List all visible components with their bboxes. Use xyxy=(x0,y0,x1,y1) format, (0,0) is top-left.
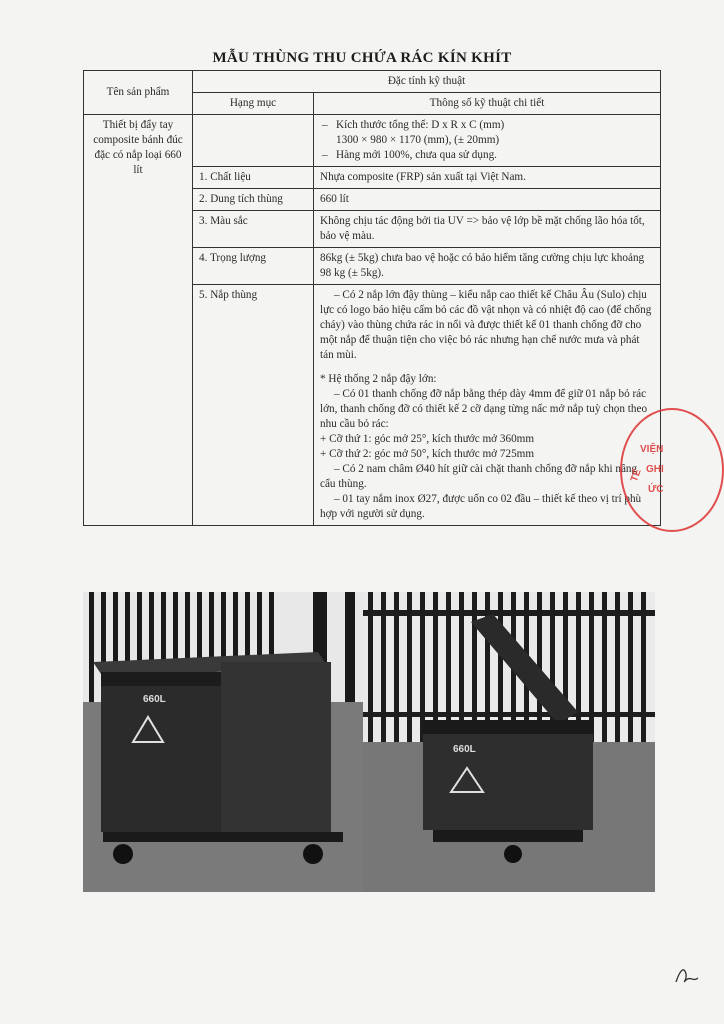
photo-bin-open xyxy=(363,592,655,892)
table-header-row xyxy=(84,71,661,93)
row-detail: Nhựa composite (FRP) sản xuất tại Việt Nam. xyxy=(314,167,661,189)
stamp-text-1: VIỆN xyxy=(640,444,664,455)
photo-bin-closed xyxy=(83,592,363,892)
lid-mode-2: + Cỡ thứ 2: góc mở 50°, kích thước mở 725mm xyxy=(320,448,535,460)
lid-paragraph-2: – Có 01 thanh chống đỡ nắp bằng thép dày 4mm để giữ 01 nắp bỏ rác lớn, thanh chống đỡ có thiết kế 2 cỡ dạng từng nấc mở nắp tuỳ chọn theo nhu cầu bỏ rác: xyxy=(320,388,648,430)
header-tech: Đặc tính kỹ thuật xyxy=(193,71,661,93)
red-stamp xyxy=(620,408,724,532)
table-row xyxy=(84,115,661,167)
stamp-text-4: TẾ xyxy=(629,467,644,484)
document-title: MẪU THÙNG THU CHỨA RÁC KÍN KHÍT xyxy=(212,50,512,66)
header-product: Tên sản phẩm xyxy=(84,71,193,115)
row-detail: Không chịu tác động bởi tia UV => bảo vệ lớp bề mặt chống lão hóa tốt, bảo vệ màu. xyxy=(314,211,661,248)
lid-paragraph-1: – Có 2 nắp lớn đậy thùng – kiểu nắp cao thiết kế Châu Âu (Sulo) chịu lực có logo báo hiệu cấm bỏ các đồ vật nhọn và có nhiệt độ cao (để chống cháy) vào thùng chứa rác in nổi và được thiết kế 01 thanh chống đỡ cho một nắp để thuận tiện cho việc bỏ rác nhưng hạn chế nước mưa và phát tán mùi. xyxy=(320,289,652,361)
row-detail: 86kg (± 5kg) chưa bao vệ hoặc có bảo hiểm tăng cường chịu lực khoảng 98 kg (± 5kg). xyxy=(314,248,661,285)
dimension-value: 1300 × 980 × 1170 (mm), (± 20mm) xyxy=(336,134,500,146)
header-detail: Thông số kỹ thuật chi tiết xyxy=(314,93,661,115)
row-label: 3. Màu sắc xyxy=(193,211,314,248)
lid-mode-1: + Cỡ thứ 1: góc mở 25°, kích thước mở 360mm xyxy=(320,433,535,445)
row-label: 2. Dung tích thùng xyxy=(193,189,314,211)
row-label: 1. Chất liệu xyxy=(193,167,314,189)
bin-closed-image xyxy=(83,592,363,892)
dimension-text: Kích thước tổng thể: D x R x C (mm) xyxy=(336,119,505,131)
bin-open-image xyxy=(363,592,655,892)
lid-paragraph-4: – 01 tay nắm inox Ø27, được uốn co 02 đầu – thiết kế theo vị trí phù hợp với người sử dụng. xyxy=(320,493,642,520)
bin-label-left: 660L xyxy=(143,694,166,705)
general-condition: – Hàng mới 100%, chưa qua sử dụng. xyxy=(320,148,654,163)
stamp-text-3: ỨC xyxy=(648,484,664,495)
row-label: 4. Trọng lượng xyxy=(193,248,314,285)
lid-system-title: * Hệ thống 2 nắp đậy lớn: xyxy=(320,373,437,385)
general-dimension xyxy=(320,118,654,148)
spec-table xyxy=(83,70,664,526)
product-name: Thiết bị đẩy tay composite bánh đúc đặc có nắp loại 660 lít xyxy=(84,115,193,526)
row-detail: 660 lít xyxy=(314,189,661,211)
product-photos xyxy=(83,592,655,892)
general-detail xyxy=(314,115,661,167)
stamp-text-2: GHI xyxy=(646,464,664,475)
header-item: Hạng mục xyxy=(193,93,314,115)
general-item-empty xyxy=(193,115,314,167)
row-label: 5. Nắp thùng xyxy=(193,285,314,526)
signature-mark xyxy=(672,960,702,990)
bin-label-right: 660L xyxy=(453,744,476,755)
lid-paragraph-3: – Có 2 nam châm Ø40 hít giữ cài chặt thanh chống đỡ nắp khi nâng cẩu thùng. xyxy=(320,463,638,490)
lid-detail xyxy=(314,285,664,526)
